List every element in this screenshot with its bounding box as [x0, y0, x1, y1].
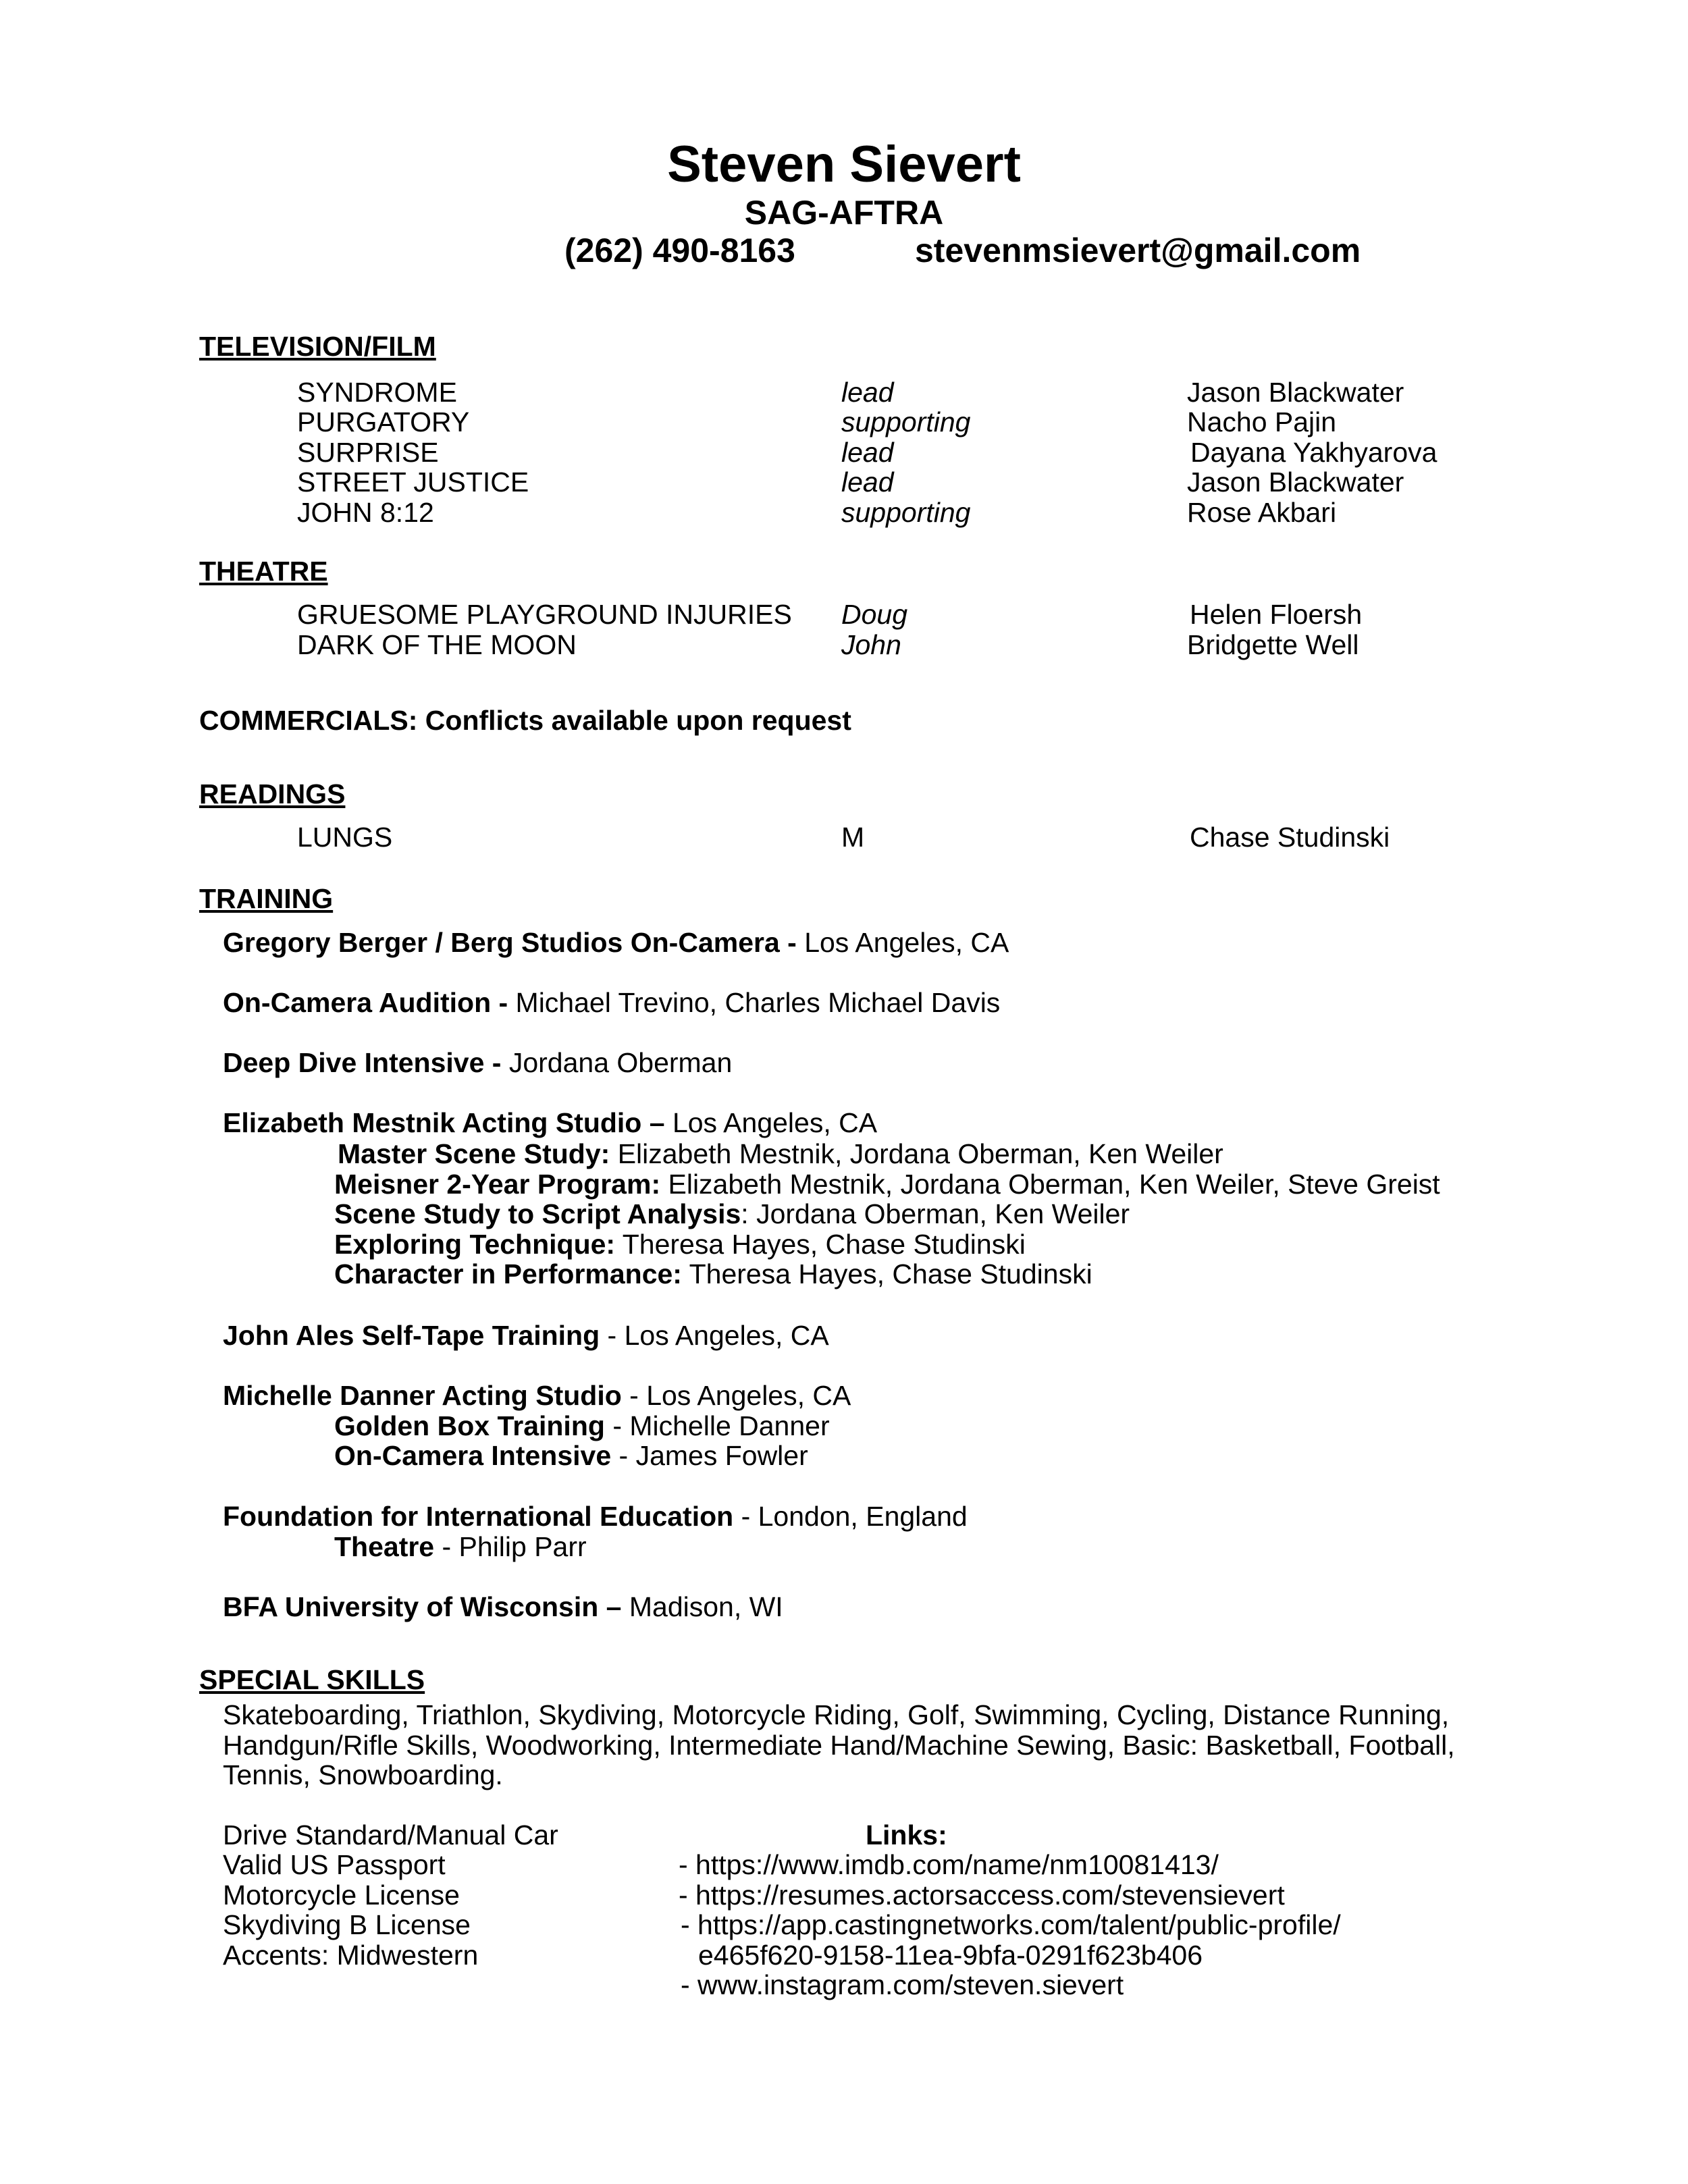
training-subentry: Meisner 2-Year Program: Elizabeth Mestnik, Jordana Oberman, Ken Weiler, Steve Greist: [334, 1169, 1440, 1200]
training-entry: On-Camera Audition - Michael Trevino, Charles Michael Davis: [223, 987, 1001, 1018]
training-subentry: Master Scene Study: Elizabeth Mestnik, Jordana Oberman, Ken Weiler: [338, 1138, 1223, 1169]
tv-role: lead: [841, 377, 894, 408]
profile-link-continued[interactable]: e465f620-9158-11ea-9bfa-0291f623b406: [698, 1940, 1203, 1971]
skill-item: Accents: Midwestern: [223, 1940, 479, 1971]
readings-heading: READINGS: [199, 778, 346, 809]
commercials-note: COMMERCIALS: Conflicts available upon request: [199, 705, 851, 736]
email-address: stevenmsievert@gmail.com: [915, 232, 1361, 269]
tv-title: PURGATORY: [297, 406, 470, 437]
training-subentry: Exploring Technique: Theresa Hayes, Chase Studinski: [334, 1229, 1026, 1260]
resume-name: Steven Sievert: [667, 136, 1021, 193]
training-subentry: Theatre - Philip Parr: [334, 1531, 587, 1562]
theatre-director: Helen Floersh: [1190, 599, 1363, 630]
tv-director: Nacho Pajin: [1187, 406, 1337, 437]
theatre-director: Bridgette Well: [1187, 629, 1359, 660]
theatre-role: John: [841, 629, 901, 660]
training-heading: TRAINING: [199, 883, 334, 914]
profile-link[interactable]: - https://app.castingnetworks.com/talent/public-profile/: [681, 1909, 1341, 1940]
tv-title: SYNDROME: [297, 377, 457, 408]
skill-item: Skydiving B License: [223, 1909, 471, 1940]
reading-title: LUNGS: [297, 822, 393, 853]
tv-role: supporting: [841, 497, 971, 528]
union-affiliation: SAG-AFTRA: [744, 194, 944, 232]
skill-item: Valid US Passport: [223, 1849, 446, 1880]
profile-link[interactable]: - https://resumes.actorsaccess.com/stevensievert: [679, 1880, 1285, 1911]
tv-title: SURPRISE: [297, 437, 439, 468]
training-subentry: Golden Box Training - Michelle Danner: [334, 1410, 830, 1441]
skill-item: Motorcycle License: [223, 1880, 460, 1911]
training-entry: Elizabeth Mestnik Acting Studio – Los Angeles, CA: [223, 1107, 878, 1138]
links-heading: Links:: [866, 1819, 947, 1850]
tv-director: Jason Blackwater: [1187, 377, 1404, 408]
training-subentry: Character in Performance: Theresa Hayes, Chase Studinski: [334, 1258, 1092, 1289]
special-skills-heading: SPECIAL SKILLS: [199, 1664, 425, 1695]
training-entry: BFA University of Wisconsin – Madison, WI: [223, 1591, 783, 1622]
reading-role: M: [841, 822, 865, 853]
training-subentry: On-Camera Intensive - James Fowler: [334, 1440, 808, 1471]
tv-director: Jason Blackwater: [1187, 467, 1404, 498]
skill-item: Drive Standard/Manual Car: [223, 1819, 558, 1850]
skills-paragraph: Skateboarding, Triathlon, Skydiving, Motorcycle Riding, Golf, Swimming, Cycling, Distance Running, Handgun/Rifle Skills, Woodworking, Intermediate Hand/Machine Sewing, Basic: Basketball, Football, Tennis, Snowboarding.: [223, 1699, 1455, 1790]
theatre-heading: THEATRE: [199, 556, 328, 587]
tv-role: supporting: [841, 406, 971, 437]
tv-director: Rose Akbari: [1187, 497, 1337, 528]
tv-title: JOHN 8:12: [297, 497, 434, 528]
training-entry: Deep Dive Intensive - Jordana Oberman: [223, 1047, 733, 1078]
phone-number: (262) 490-8163: [564, 232, 795, 269]
tv-director: Dayana Yakhyarova: [1190, 437, 1438, 468]
training-entry: Michelle Danner Acting Studio - Los Angeles, CA: [223, 1380, 851, 1411]
tv-role: lead: [841, 467, 894, 498]
tv-title: STREET JUSTICE: [297, 467, 529, 498]
theatre-title: GRUESOME PLAYGROUND INJURIES: [297, 599, 792, 630]
training-entry: Gregory Berger / Berg Studios On-Camera - Los Angeles, CA: [223, 927, 1009, 958]
training-entry: John Ales Self-Tape Training - Los Angeles, CA: [223, 1320, 829, 1351]
reading-director: Chase Studinski: [1190, 822, 1390, 853]
theatre-role: Doug: [841, 599, 908, 630]
tv-role: lead: [841, 437, 894, 468]
training-entry: Foundation for International Education - London, England: [223, 1501, 968, 1532]
training-subentry: Scene Study to Script Analysis: Jordana Oberman, Ken Weiler: [334, 1198, 1130, 1229]
profile-link[interactable]: - www.instagram.com/steven.sievert: [681, 1969, 1124, 2000]
theatre-title: DARK OF THE MOON: [297, 629, 577, 660]
profile-link[interactable]: - https://www.imdb.com/name/nm10081413/: [679, 1849, 1219, 1880]
tv-film-heading: TELEVISION/FILM: [199, 331, 436, 362]
